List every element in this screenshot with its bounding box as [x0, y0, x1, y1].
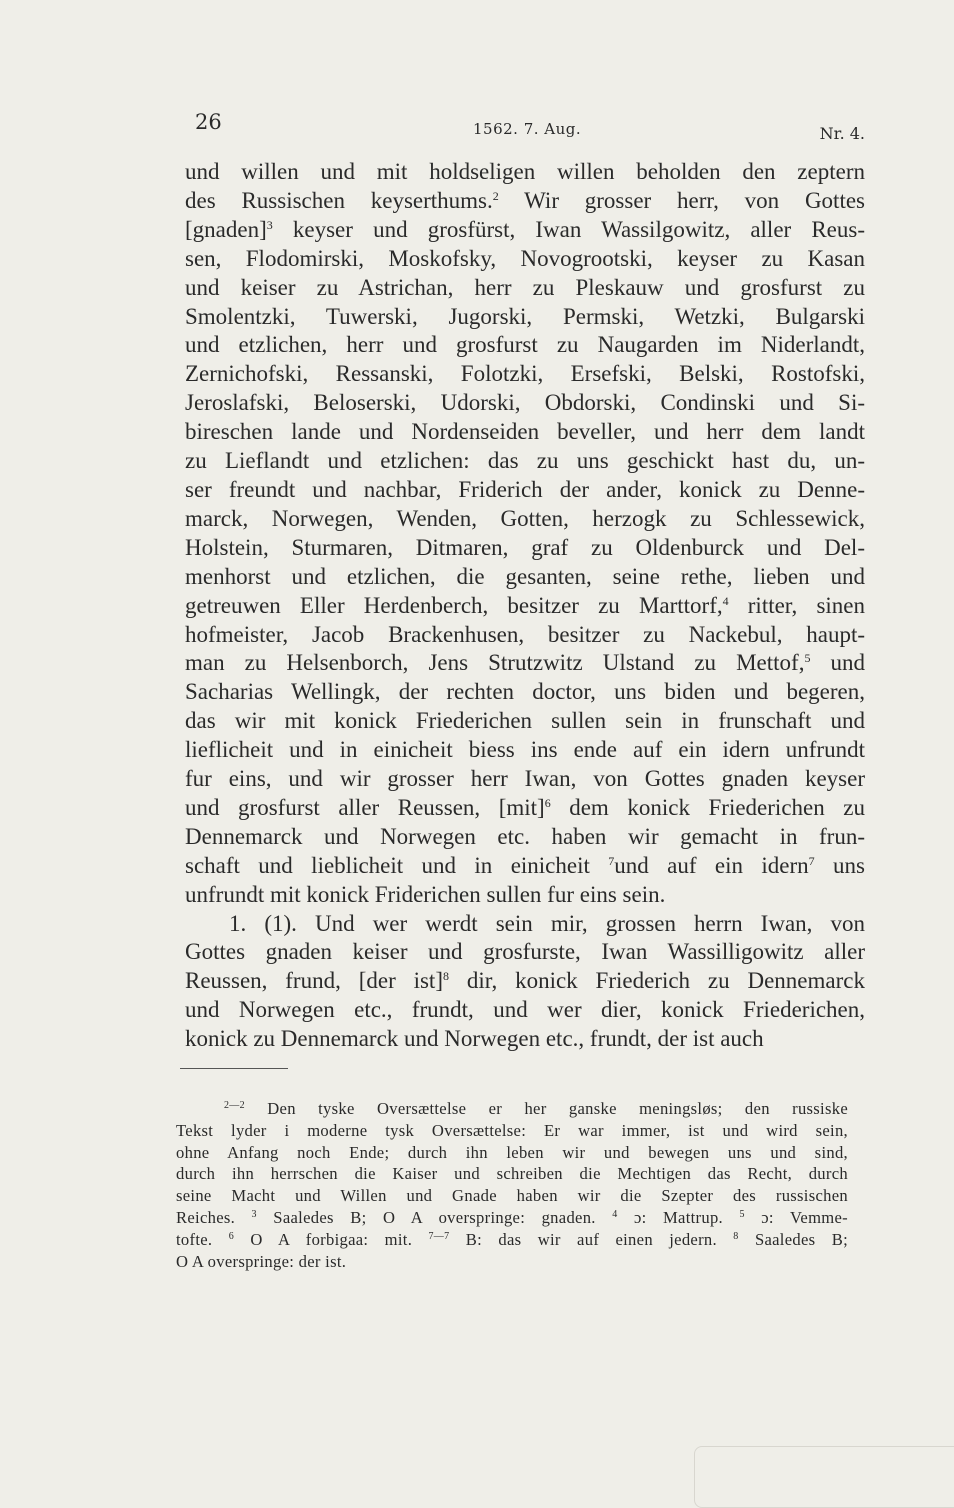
text-segment: Den tyske Oversættelse er her ganske meningsløs; den russiske — [244, 1099, 848, 1118]
text-line — [185, 534, 865, 563]
text-segment: und — [810, 650, 866, 676]
text-line — [185, 765, 865, 794]
text-segment: bireschen lande und Nordenseiden beveller, und herr dem landt — [185, 419, 865, 445]
footnote-marker: 5 — [739, 1208, 745, 1220]
text-segment: O A forbigaa: mit. — [234, 1229, 429, 1249]
text-line — [185, 881, 865, 910]
footnote-line — [176, 1120, 848, 1142]
footnotes — [176, 1098, 848, 1272]
text-segment: unfrundt mit konick Friderichen sullen fur eins sein. — [185, 881, 666, 907]
footnote-marker: 6 — [544, 795, 551, 810]
footnote-line — [176, 1251, 848, 1273]
document-number: Nr. 4. — [819, 124, 865, 143]
text-segment: keyser und grosfürst, Iwan Wassilgowitz, aller Reus- — [272, 216, 865, 242]
text-line — [185, 447, 865, 476]
text-segment: und Norwegen etc., frundt, und wer dier, konick Friederichen, — [185, 997, 865, 1023]
footnote-line — [176, 1229, 848, 1251]
footnote-marker: 3 — [266, 217, 273, 232]
text-line — [185, 592, 865, 621]
text-segment: lieflicheit und in einicheit biess ins ende auf ein idern unfrundt — [185, 737, 865, 763]
text-segment: Jeroslafski, Beloserski, Udorski, Obdorski, Condinski und Si- — [185, 390, 865, 416]
text-segment: dir, konick Friederich zu Dennemarck — [448, 968, 865, 994]
page-header — [195, 108, 865, 148]
text-segment: getreuwen Eller Herdenberch, besitzer zu Marttorf, — [185, 592, 723, 618]
text-line — [185, 274, 865, 303]
text-segment: man zu Helsenborch, Jens Strutzwitz Ulstand zu Mettof, — [185, 650, 805, 676]
text-line — [185, 649, 865, 678]
text-segment: Saaledes B; O A overspringe: gnaden. — [256, 1207, 613, 1227]
text-line — [185, 476, 865, 505]
text-line — [185, 823, 865, 852]
text-line — [185, 389, 865, 418]
text-segment: B: das wir auf einen jedern. — [449, 1229, 734, 1249]
footnote-line — [176, 1098, 848, 1120]
footnote-marker: 7 — [608, 853, 615, 868]
footnote-line — [176, 1142, 848, 1164]
text-line — [185, 245, 865, 274]
text-segment: O A overspringe: der ist. — [176, 1251, 347, 1271]
footnote-marker: 6 — [228, 1230, 235, 1242]
text-segment: Tekst lyder i moderne tysk Oversættelse: Er war immer, ist und wird sein, — [176, 1120, 848, 1140]
text-line — [185, 303, 865, 332]
text-segment: tofte. — [176, 1229, 229, 1249]
text-line — [185, 852, 865, 881]
text-line — [185, 621, 865, 650]
text-segment: Reiches. — [176, 1207, 252, 1227]
footnote-marker: 3 — [251, 1208, 257, 1220]
footnote-marker: 4 — [612, 1208, 618, 1220]
text-segment: das wir mit konick Friederichen sullen sein in frunschaft und — [185, 708, 865, 734]
text-segment: Smolentzki, Tuwerski, Jugorski, Permski, Wetzki, Bulgarski — [185, 303, 865, 329]
text-segment: Zernichofski, Ressanski, Folotzki, Ersefski, Belski, Rostofski, — [185, 361, 865, 387]
text-segment: [gnaden] — [185, 216, 267, 242]
footnote-line — [176, 1163, 848, 1185]
main-text — [185, 158, 865, 1054]
text-line — [185, 678, 865, 707]
text-segment: seine Macht und Willen und Gnade haben wir die Szepter des russischen — [176, 1186, 848, 1206]
text-segment: Sacharias Wellingk, der rechten doctor, uns biden und begeren, — [185, 679, 865, 705]
page-number: 26 — [195, 110, 222, 134]
text-segment: ser freundt und nachbar, Friderich der ander, konick zu Denne- — [185, 476, 865, 502]
text-segment: menhorst und etzlichen, die gesanten, seine rethe, lieben und — [185, 563, 865, 589]
footnote-marker: 8 — [442, 969, 449, 984]
text-segment: zu Lieflandt und etzlichen: das zu uns geschickt hast du, un- — [185, 448, 865, 474]
text-segment: und grosfurst aller Reussen, [mit] — [185, 794, 545, 820]
text-line — [185, 187, 865, 216]
footnote-line — [176, 1185, 848, 1207]
text-line — [185, 158, 865, 187]
footnote-line — [176, 1207, 848, 1229]
text-line — [185, 707, 865, 736]
text-segment: uns — [814, 852, 866, 878]
footnote-marker: 5 — [804, 651, 811, 666]
footnote-marker: 4 — [722, 593, 729, 608]
footnote-marker: 2—2 — [224, 1100, 245, 1111]
text-segment: und etzlichen, herr und grosfurst zu Naugarden im Niderlandt, — [185, 332, 865, 358]
text-segment: dem konick Friederichen zu — [550, 794, 865, 820]
text-line — [185, 216, 865, 245]
text-segment: Wir grosser herr, von Gottes — [498, 187, 865, 213]
text-segment: Dennemarck und Norwegen etc. haben wir gemacht in frun- — [185, 823, 865, 849]
text-segment: 1. (1). Und wer werdt sein mir, grossen herrn Iwan, von — [229, 910, 865, 936]
text-segment: hofmeister, Jacob Brackenhusen, besitzer zu Nackebul, haupt- — [185, 621, 865, 647]
text-segment: durch ihn herrschen die Kaiser und schreiben die Mechtigen das Recht, durch — [176, 1164, 848, 1184]
text-segment: des Russischen keyserthums. — [185, 187, 493, 213]
text-line — [185, 996, 865, 1025]
footnote-marker: 7 — [808, 853, 815, 868]
text-line — [185, 736, 865, 765]
text-line — [185, 563, 865, 592]
text-line — [185, 938, 865, 967]
text-segment: sen, Flodomirski, Moskofsky, Novogrootski, keyser zu Kasan — [185, 245, 865, 271]
footnote-marker: 2 — [492, 188, 499, 203]
text-segment: und auf ein idern — [614, 852, 809, 878]
text-segment: ohne Anfang noch Ende; durch ihn leben wir und bewegen uns und sind, — [176, 1142, 848, 1162]
scan-edge-mark — [694, 1446, 954, 1508]
footnote-marker: 8 — [733, 1230, 739, 1242]
footnote-marker: 7—7 — [428, 1230, 450, 1242]
text-line — [185, 967, 865, 996]
text-line — [185, 331, 865, 360]
text-line — [185, 505, 865, 534]
text-line — [185, 1025, 865, 1054]
text-segment: schaft und lieblicheit und in einicheit — [185, 852, 609, 878]
text-segment: marck, Norwegen, Wenden, Gotten, herzogk zu Schlessewick, — [185, 505, 865, 531]
text-line — [185, 360, 865, 389]
footnote-separator — [180, 1068, 288, 1069]
text-segment: ɔ: Mattrup. — [617, 1207, 740, 1227]
text-segment: Holstein, Sturmaren, Ditmaren, graf zu Oldenburck und Del- — [185, 534, 865, 560]
text-segment: fur eins, und wir grosser herr Iwan, von Gottes gnaden keyser — [185, 766, 865, 792]
text-segment: ritter, sinen — [728, 592, 865, 618]
text-segment: konick zu Dennemarck und Norwegen etc., frundt, der ist auch — [185, 1026, 764, 1052]
text-segment: Saaledes B; — [738, 1229, 849, 1249]
text-segment: und willen und mit holdseligen willen beholden den zeptern — [185, 159, 865, 184]
text-segment: Gottes gnaden keiser und grosfurste, Iwan Wassilligowitz aller — [185, 939, 865, 965]
text-segment: ɔ: Vemme- — [744, 1207, 848, 1227]
text-line — [185, 794, 865, 823]
running-title: 1562. 7. Aug. — [473, 120, 582, 138]
text-segment: und keiser zu Astrichan, herr zu Pleskauw und grosfurst zu — [185, 274, 865, 300]
text-line — [185, 418, 865, 447]
text-segment: Reussen, frund, [der ist] — [185, 968, 443, 994]
text-line — [185, 910, 865, 939]
